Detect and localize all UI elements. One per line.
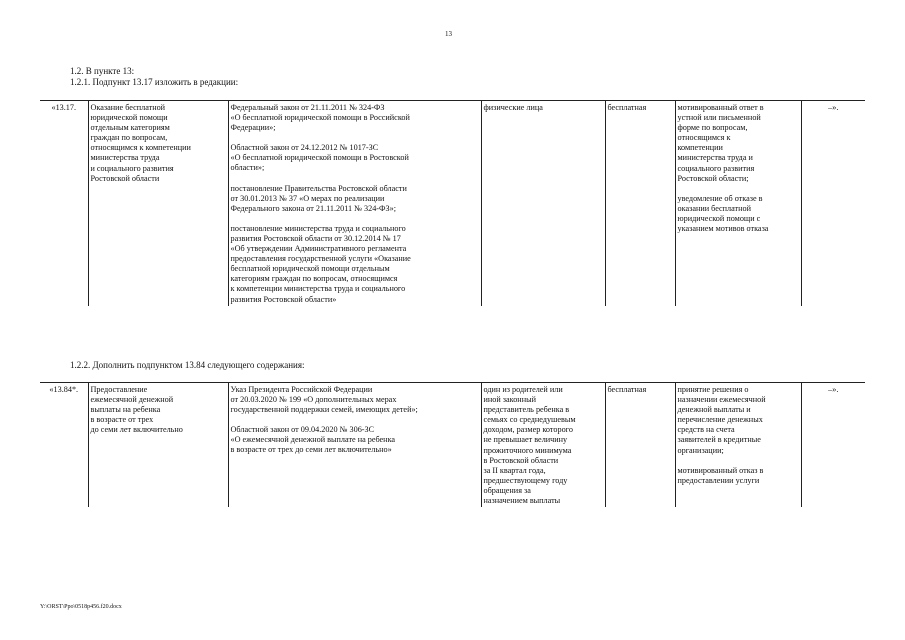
service-cost: бесплатная [605,101,675,306]
table-row [40,383,865,508]
item-number: «13.84*. [49,385,79,394]
paragraph-1-2: 1.2. В пункте 13: [70,66,135,76]
page-number: 13 [445,30,452,38]
legal-basis: Указ Президента Российской Федерации от 20.03.2020 № 199 «О дополнительных мерах государственной поддержки семей, имеющих детей»; Областной закон от 09.04.2020 № 306-ЗС «О ежемесячной денежной выплате на ребенка в возрасте от трех до семи лет включительно» [228,383,481,508]
file-path-footer: Y:\ORST\Ppo\0518p456.f20.docx [40,604,122,610]
services-table-13-84 [40,382,865,507]
service-result: мотивированный ответ в устной или письменной форме по вопросам, относящимся к компетенции министерства труда и социального развития Ростовской области; уведомление об отказе в оказании бесплатной юридической помощи с указанием мотивов отказа [675,101,801,306]
paragraph-1-2-1: 1.2.1. Подпункт 13.17 изложить в редакции: [70,77,239,87]
row-ending: –». [828,385,839,394]
service-name: Предоставление ежемесячной денежной выплаты на ребенка в возрасте от трех до семи лет включительно [88,383,228,508]
recipients: один из родителей или иной законный представитель ребенка в семьях со среднедушевым доходом, размер которого не превышает величину прожиточного минимума в Ростовской области за II квартал года, предшествующему году обращения за назначением выплаты [481,383,605,508]
service-result: принятие решения о назначении ежемесячной денежной выплаты и перечисление денежных средств на счета заявителей в кредитные организации; мотивированный отказ в предоставлении услуги [675,383,801,508]
row-ending: –». [828,103,839,112]
paragraph-1-2-2: 1.2.2. Дополнить подпунктом 13.84 следующего содержания: [70,360,305,370]
service-name: Оказание бесплатной юридической помощи отдельным категориям граждан по вопросам, относящимся к компетенции министерства труда и социального развития Ростовской области [88,101,228,306]
services-table-13-17 [40,100,865,306]
item-number: «13.17. [51,103,77,112]
table-row [40,101,865,306]
service-cost: бесплатная [605,383,675,508]
legal-basis: Федеральный закон от 21.11.2011 № 324-ФЗ «О бесплатной юридической помощи в Российской Федерации»; Областной закон от 24.12.2012 № 1017-ЗС «О бесплатной юридической помощи в Ростовской области»; постановление Правительства Ростовской области от 30.01.2013 № 37 «О мерах по реализации Федерального закона от 21.11.2011 № 324-ФЗ»; постановление министерства труда и социального развития Ростовской области от 30.12.2014 № 17 «Об утверждении Административного регламента предоставления государственной услуги «Оказание бесплатной юридической помощи отдельным категориям граждан по вопросам, относящимся к компетенции министерства труда и социального развития Ростовской области» [228,101,481,306]
recipients: физические лица [481,101,605,306]
